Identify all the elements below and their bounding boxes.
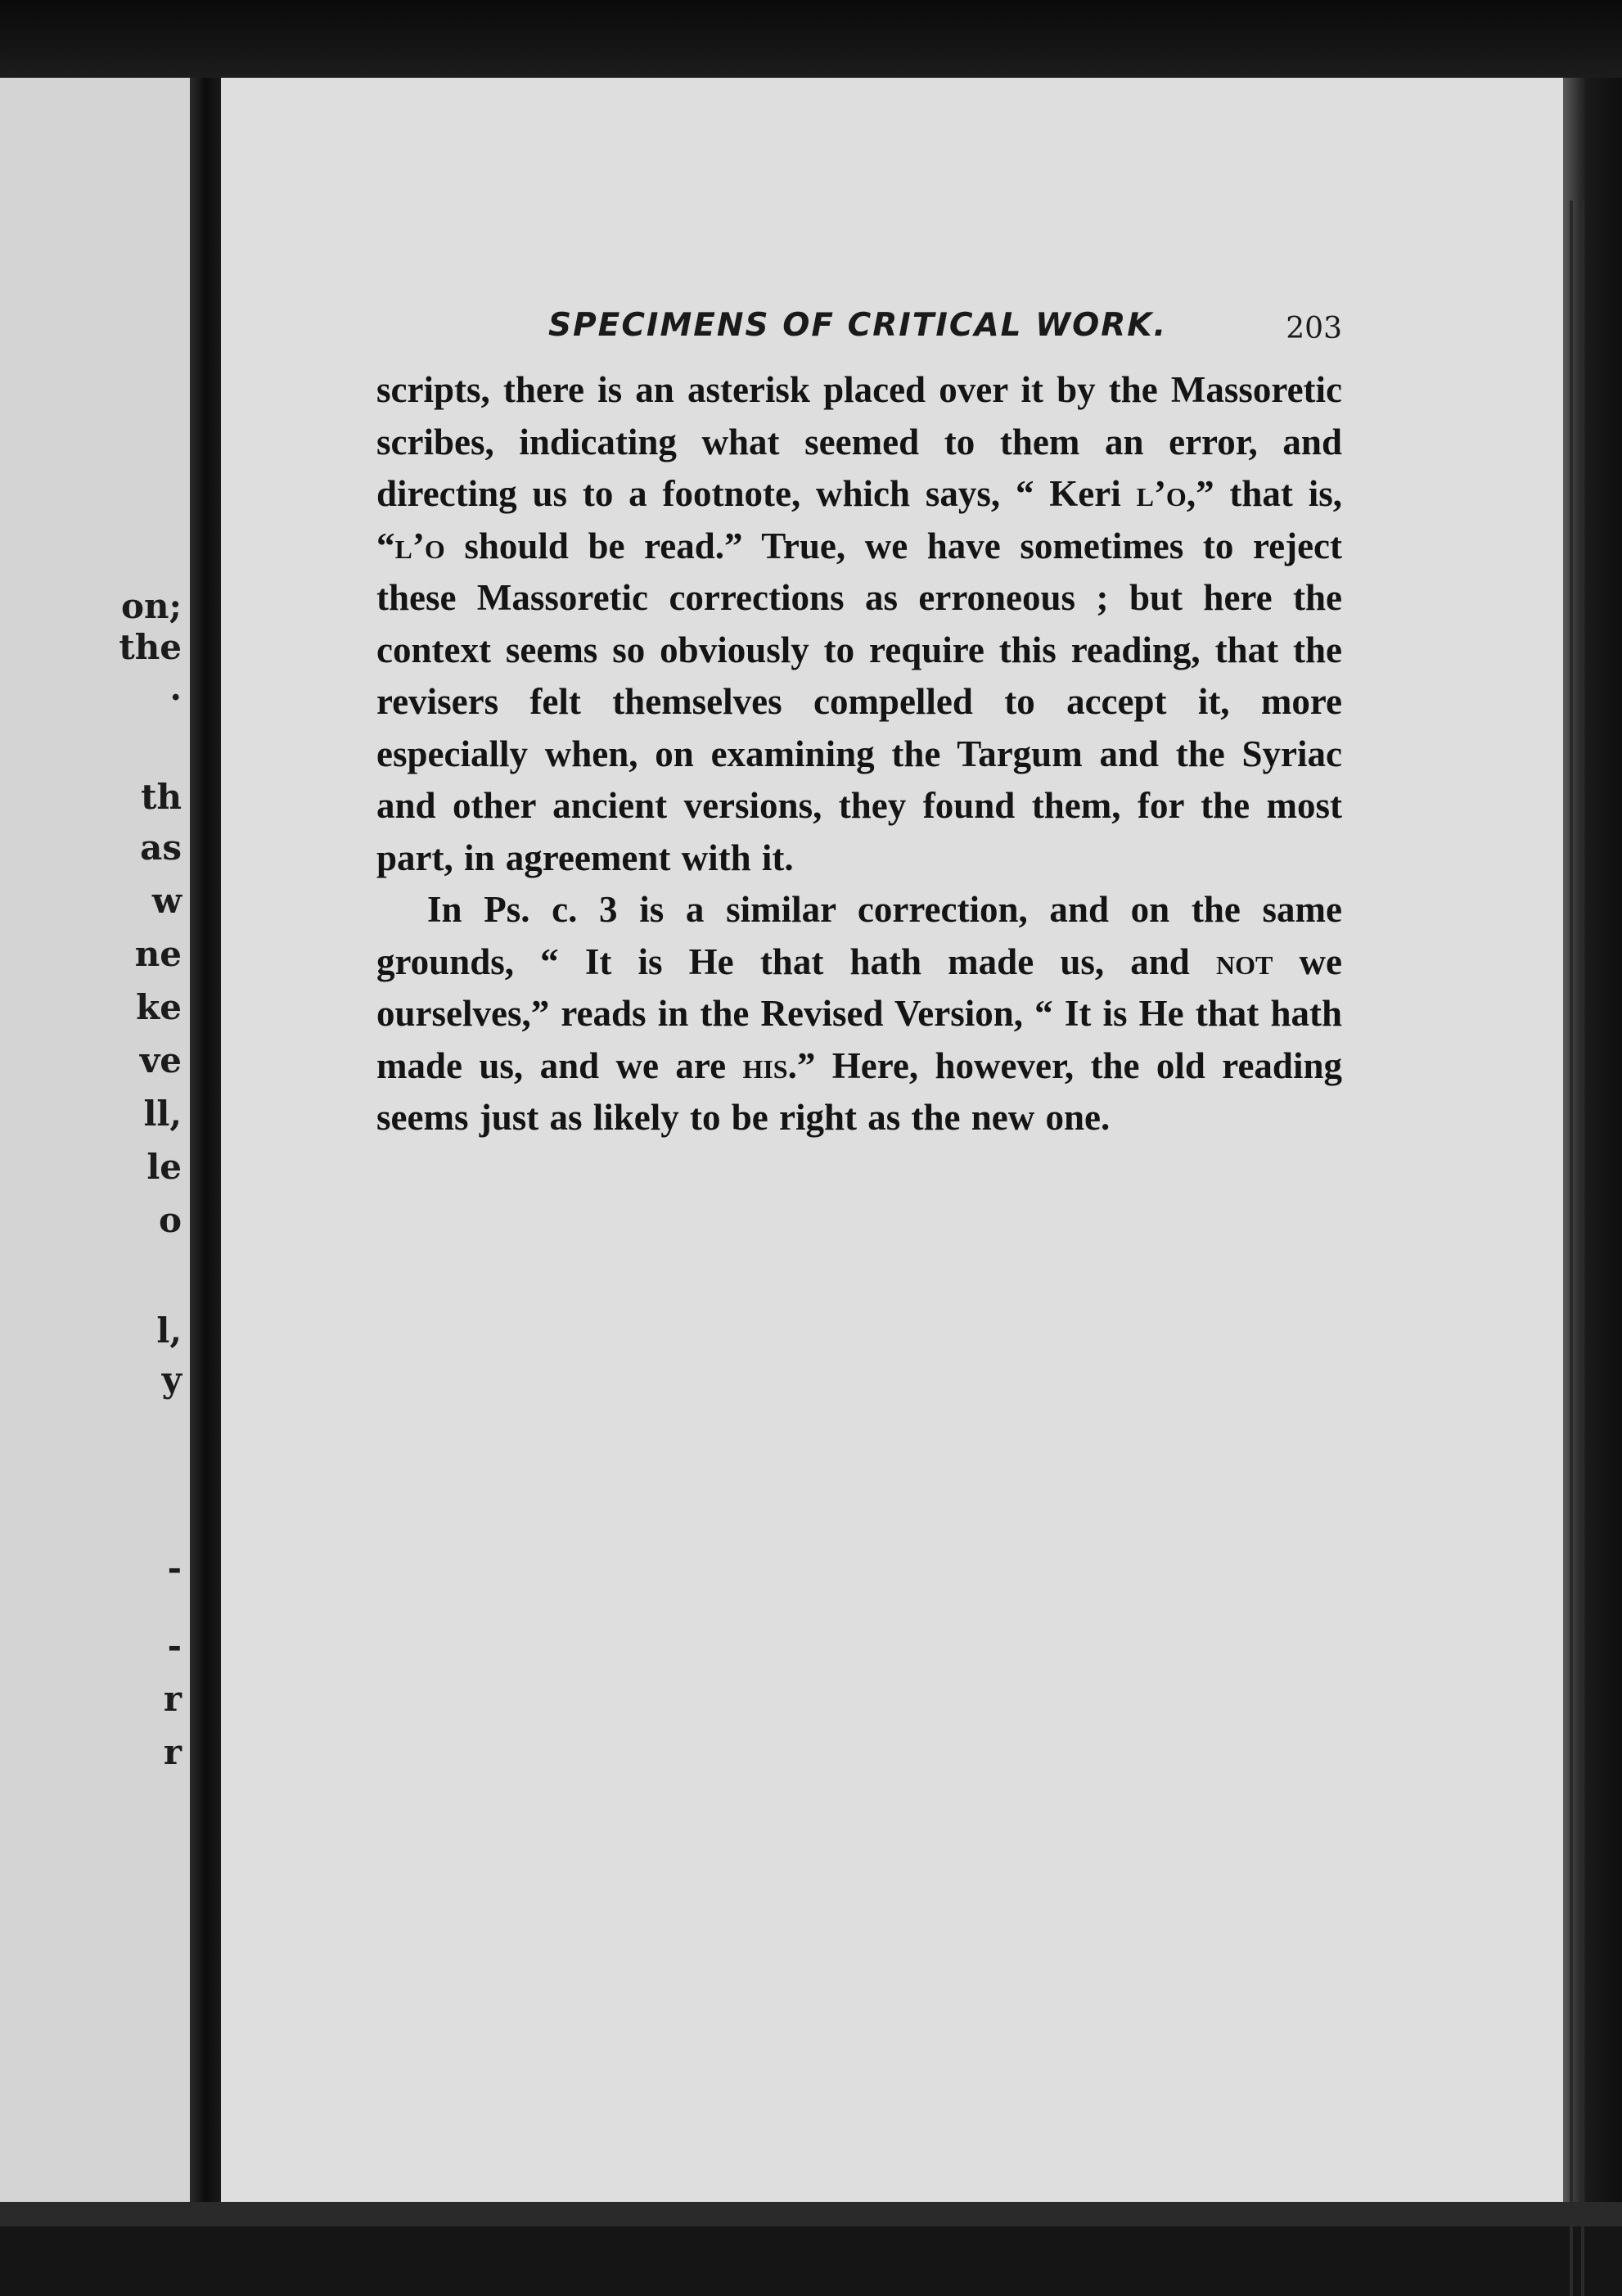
small-caps-segment: his bbox=[742, 1044, 788, 1086]
text-segment: .” Here, however, the old reading seems just as likely to be right as the new one. bbox=[376, 1044, 1342, 1138]
text-segment: we ourselves,” reads in the Revised Version, “ It is He that hath made us, and we are bbox=[376, 941, 1342, 1086]
book-gutter bbox=[190, 78, 221, 2226]
page-edge bbox=[1563, 78, 1622, 2226]
facing-page-text: le bbox=[146, 1147, 182, 1187]
facing-page-text: on; bbox=[120, 586, 182, 626]
scan-top-border bbox=[0, 0, 1622, 78]
page-number: 203 bbox=[1286, 312, 1342, 345]
page-text-block bbox=[376, 307, 1342, 1144]
paragraph-2 bbox=[376, 884, 1342, 1144]
facing-page-text: th bbox=[141, 777, 182, 817]
scan-bottom-border bbox=[0, 2202, 1622, 2226]
facing-page-text: - bbox=[167, 1626, 182, 1666]
facing-page-text: ll, bbox=[143, 1094, 182, 1134]
text-segment: ” that is, “ bbox=[376, 473, 1342, 566]
facing-page-text: ke bbox=[136, 987, 182, 1027]
small-caps-segment: l’o, bbox=[1136, 473, 1196, 514]
facing-page-text: r bbox=[163, 1732, 182, 1772]
facing-page-text: - bbox=[167, 1548, 182, 1588]
facing-page-text: w bbox=[151, 881, 182, 921]
facing-page-fragment bbox=[0, 78, 190, 2226]
page-edge-line bbox=[1570, 201, 1573, 2296]
text-segment: In Ps. c. 3 is a similar correction, and on the same grounds, “ It is He that hath made us, and bbox=[376, 889, 1342, 982]
text-segment: scripts, there is an asterisk placed over it by the Massoretic scribes, indicating what seemed to them an error, and directing us to a footnote, which says, “ Keri bbox=[376, 369, 1342, 514]
facing-page-text: l, bbox=[156, 1310, 182, 1351]
facing-page-text: the bbox=[119, 627, 182, 667]
facing-page-text: . bbox=[169, 668, 182, 708]
running-head-title: SPECIMENS OF CRITICAL WORK. bbox=[548, 307, 1168, 344]
text-segment: should be read.” True, we have sometimes to reject these Massoretic corrections as erroneous ; but here the context seems so obviously to require this reading, that the revisers felt themselves compelled to accept it, more especially when, on examining the Targum and the Syriac and other ancient versions, they found them, for the most part, in agreement with it. bbox=[376, 525, 1342, 878]
facing-page-text: ne bbox=[134, 934, 182, 974]
facing-page-text: ve bbox=[139, 1040, 182, 1080]
facing-page-text: as bbox=[140, 828, 182, 868]
small-caps-segment: not bbox=[1216, 941, 1273, 982]
page-edge-line bbox=[1581, 201, 1584, 2296]
running-head bbox=[376, 307, 1342, 364]
small-caps-segment: l’o bbox=[394, 525, 445, 566]
facing-page-text: y bbox=[161, 1360, 182, 1400]
facing-page-text: r bbox=[163, 1679, 182, 1719]
paragraph-1 bbox=[376, 364, 1342, 884]
facing-page-text: o bbox=[158, 1200, 182, 1240]
